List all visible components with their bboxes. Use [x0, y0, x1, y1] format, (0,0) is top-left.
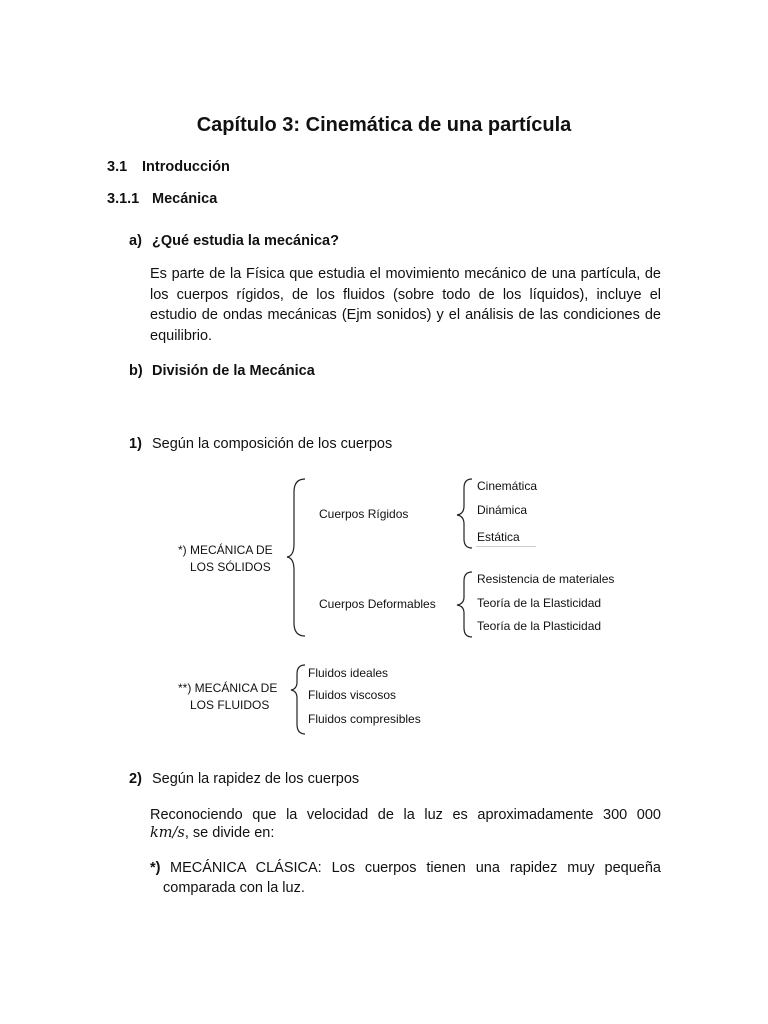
faint-underline: [476, 546, 536, 547]
rigid-item: Estática: [477, 530, 520, 544]
fluids-item: Fluidos viscosos: [308, 688, 397, 702]
item-a-marker: a): [129, 233, 142, 249]
fluids-label-line1: **) MECÁNICA DE: [178, 681, 278, 695]
section-number: 3.1: [107, 159, 128, 175]
deformable-item: Resistencia de materiales: [477, 572, 615, 586]
speed-unit: km/s: [150, 825, 185, 841]
item-2-text: Según la rapidez de los cuerpos: [152, 771, 360, 787]
classical-line1: MECÁNICA CLÁSICA: Los cuerpos tienen una rapidez muy pequeña: [170, 860, 661, 876]
classical-marker: *): [150, 860, 161, 876]
item-1-marker: 1): [129, 436, 142, 452]
mechanics-definition-paragraph: Es parte de la Física que estudia el movimiento mecánico de una partícula, de los cuerpos rígidos, de los fluidos (sobre todo de los líquidos), incluye el estudio de ondas mecánicas (Ejm sonidos) y el análisis de las condiciones de equilibrio.: [150, 266, 661, 344]
item-b-heading: División de la Mecánica: [152, 363, 315, 379]
solids-brace: [287, 479, 305, 636]
section-heading: Introducción: [142, 159, 230, 175]
solids-label-line1: *) MECÁNICA DE: [178, 543, 273, 557]
rigid-brace: [457, 479, 472, 548]
light-speed-line2: [150, 825, 274, 841]
classical-line2: comparada con la luz.: [163, 880, 305, 896]
fluids-item: Fluidos compresibles: [308, 712, 421, 726]
item-2-marker: 2): [129, 771, 142, 787]
light-speed-line1: Reconociendo que la velocidad de la luz es aproximadamente 300 000: [150, 807, 661, 823]
rigid-item: Cinemática: [477, 479, 538, 493]
item-b-marker: b): [129, 363, 143, 379]
light-speed-line2-rest: , se divide en:: [184, 825, 275, 841]
page-title: Capítulo 3: Cinemática de una partícula: [196, 114, 572, 136]
deformable-brace: [457, 572, 472, 637]
item-1-text: Según la composición de los cuerpos: [152, 436, 393, 452]
subsection-heading: Mecánica: [152, 191, 218, 207]
item-a-heading: ¿Qué estudia la mecánica?: [152, 233, 339, 249]
deformable-item: Teoría de la Plasticidad: [477, 619, 602, 633]
fluids-item: Fluidos ideales: [308, 666, 389, 680]
subsection-number: 3.1.1: [107, 191, 140, 207]
deformable-bodies-label: Cuerpos Deformables: [319, 597, 436, 611]
rigid-item: Dinámica: [477, 503, 528, 517]
solids-label-line2: LOS SÓLIDOS: [190, 560, 271, 574]
fluids-brace: [291, 665, 305, 734]
fluids-label-line2: LOS FLUIDOS: [190, 698, 270, 712]
rigid-bodies-label: Cuerpos Rígidos: [319, 507, 409, 521]
deformable-item: Teoría de la Elasticidad: [477, 596, 602, 610]
